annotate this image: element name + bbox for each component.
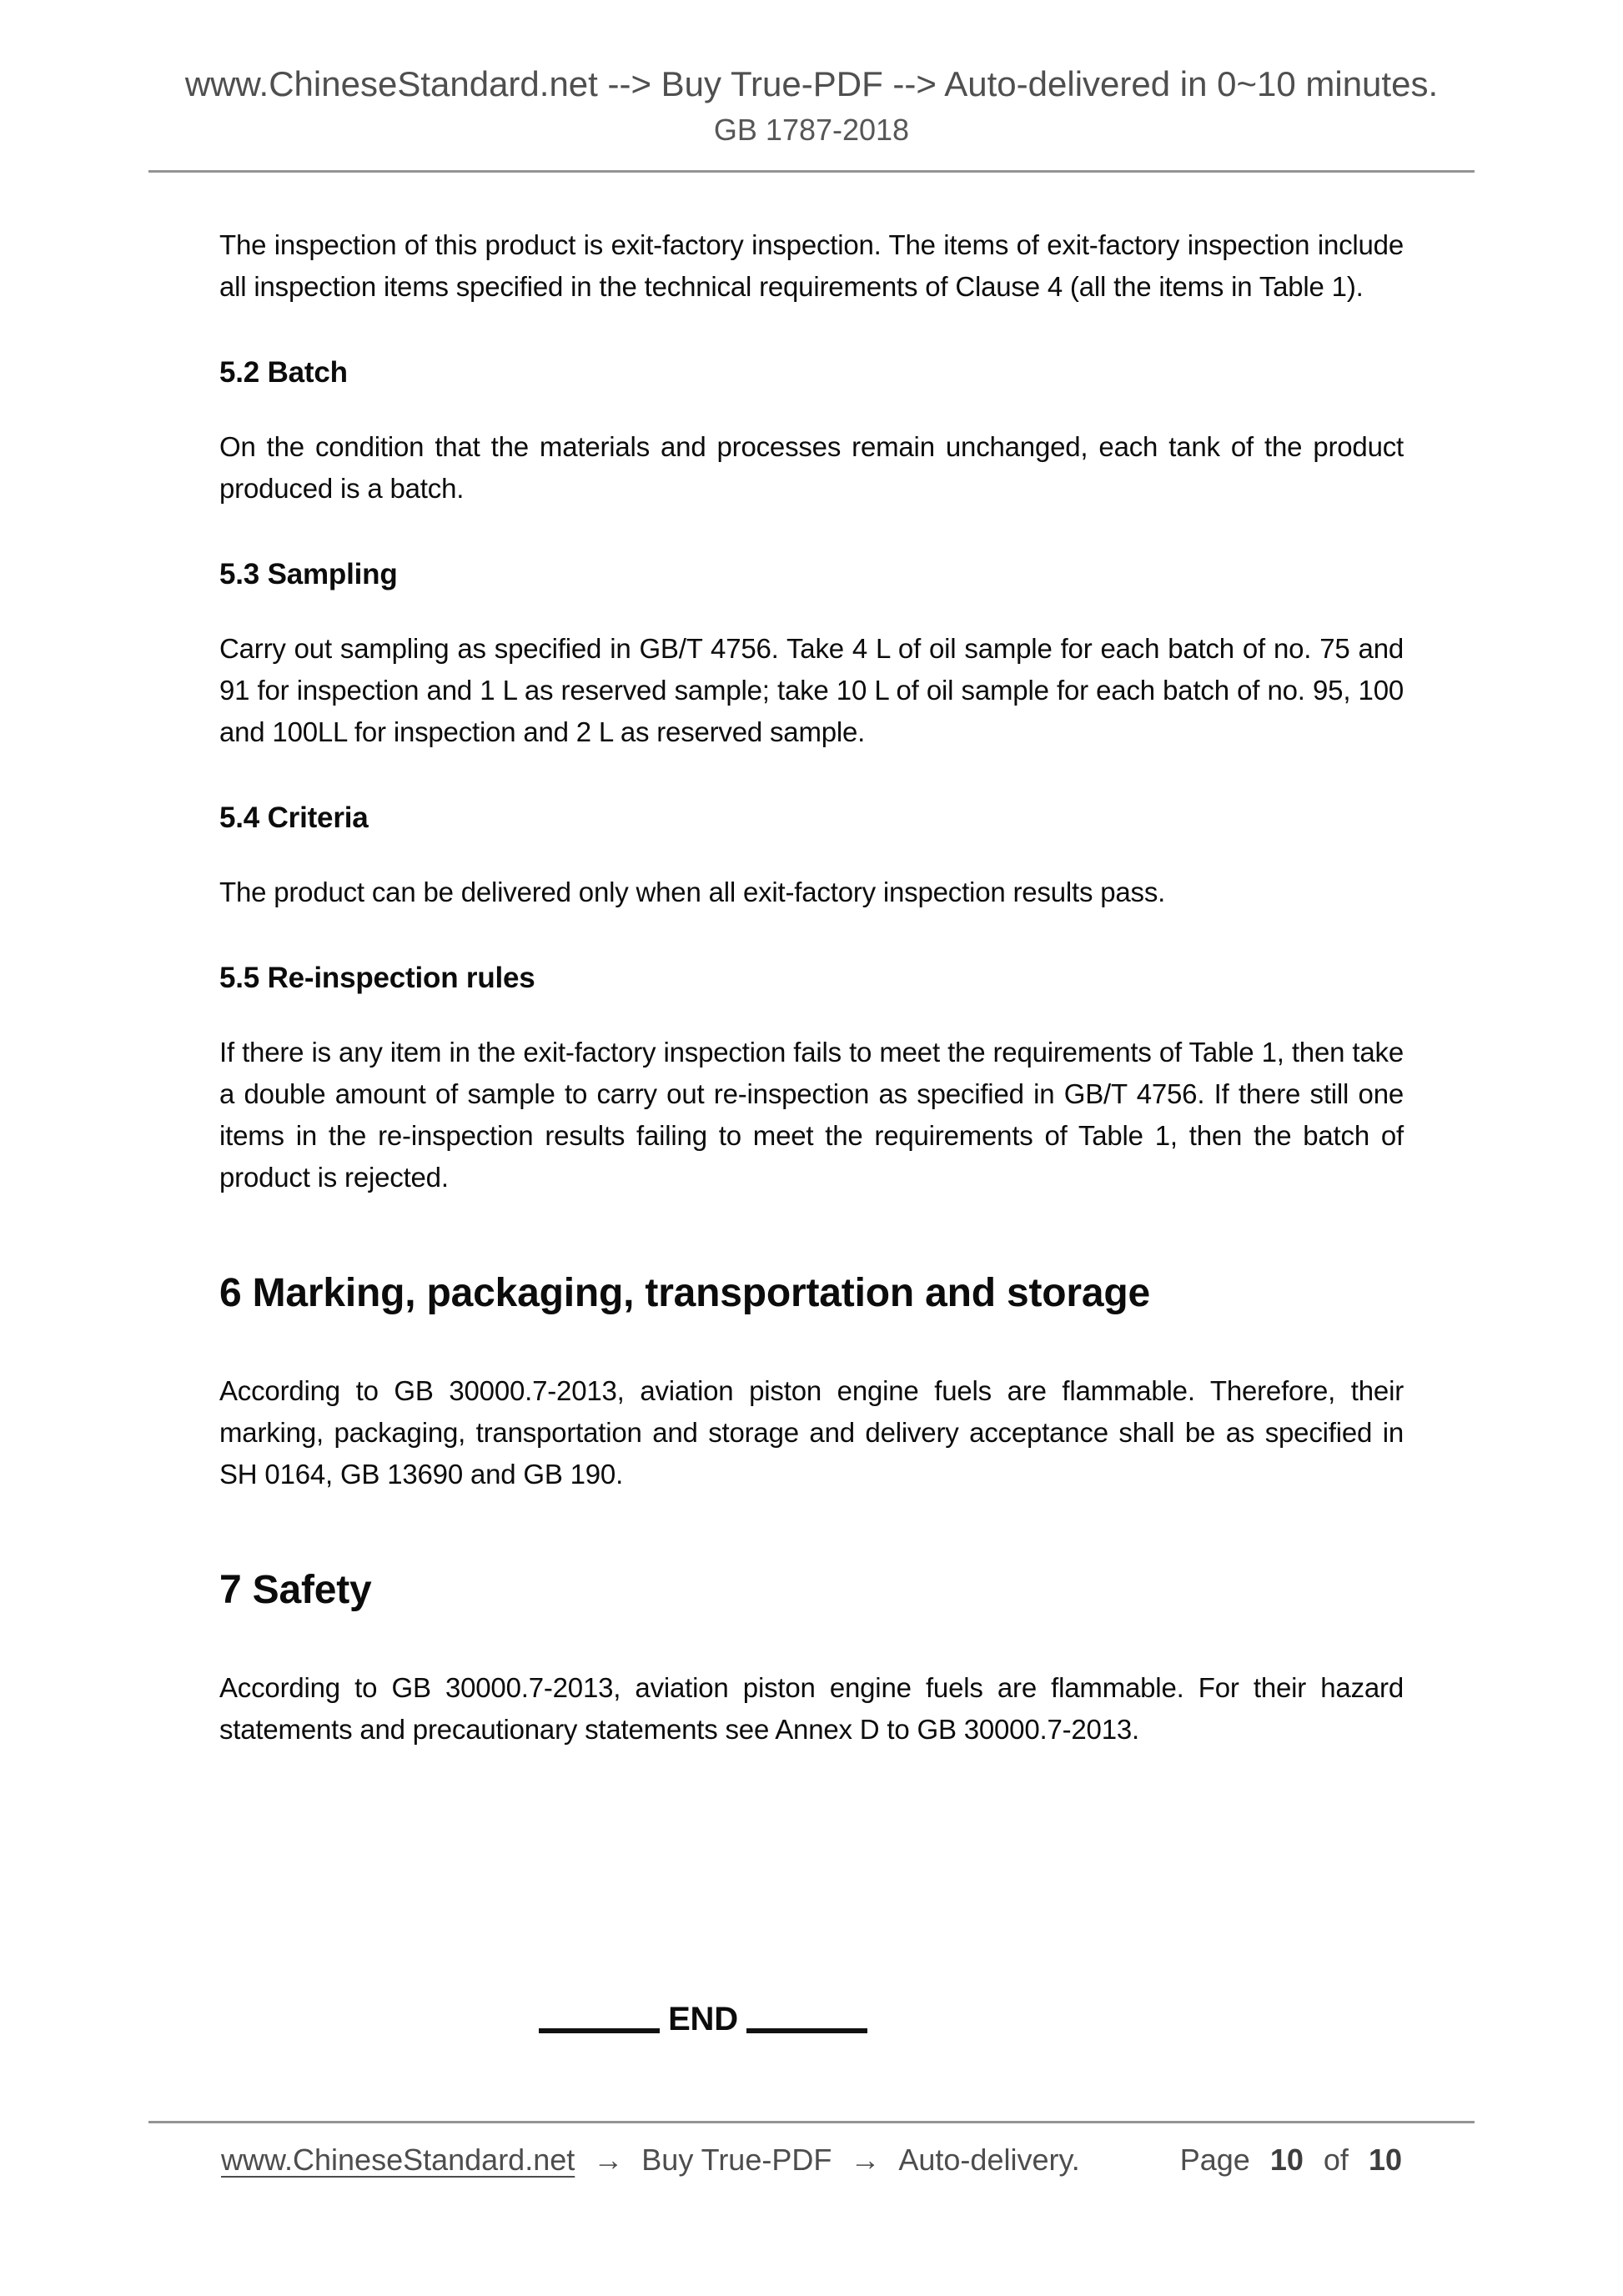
header-divider: [148, 170, 1475, 173]
header-doc-code: GB 1787-2018: [713, 113, 910, 147]
page-total: 10: [1368, 2143, 1402, 2177]
page-label: Page: [1179, 2143, 1250, 2177]
footer-site-link[interactable]: www.ChineseStandard.net: [221, 2143, 575, 2177]
right-arrow-icon: →: [850, 2143, 881, 2177]
end-marker: [111, 2001, 1295, 2037]
paragraph-5-2: On the condition that the materials and processes remain unchanged, each tank of the product produced is a batch.: [219, 431, 1404, 504]
page-footer: [0, 2121, 1623, 2178]
heading-6-marking-packaging: 6 Marking, packaging, transportation and storage: [219, 1271, 1150, 1315]
paragraph-7: According to GB 30000.7-2013, aviation piston engine fuels are flammable. For their hazard statements and precautionary statements see Annex D to GB 30000.7-2013.: [219, 1672, 1404, 1745]
footer-delivery-label: Auto-delivery.: [898, 2143, 1080, 2177]
heading-5-2-batch: 5.2 Batch: [219, 356, 348, 389]
paragraph-6: According to GB 30000.7-2013, aviation piston engine fuels are flammable. Therefore, their marking, packaging, transportation and storage and delivery acceptance shall be as specified in SH 0164, GB 13690 and GB 190.: [219, 1375, 1404, 1490]
heading-5-4-criteria: 5.4 Criteria: [219, 801, 369, 834]
footer-divider: [148, 2121, 1475, 2123]
header-tagline: www.ChineseStandard.net --> Buy True-PDF --> Auto-delivered in 0~10 minutes.: [184, 64, 1439, 103]
page-indicator: [1180, 2142, 1402, 2178]
paragraph-5-3: Carry out sampling as specified in GB/T 4756. Take 4 L of oil sample for each batch of no. 75 and 91 for inspection and 1 L as reserved sample; take 10 L of oil sample for each batch of no. 95, 100 and 100LL for inspection and 2 L as reserved sample.: [219, 633, 1404, 747]
end-line-right: [746, 2028, 867, 2033]
end-line-left: [539, 2028, 660, 2033]
document-body: [0, 224, 1623, 2037]
paragraph-5-4: The product can be delivered only when all exit-factory inspection results pass.: [219, 877, 1166, 907]
page-of-label: of: [1323, 2143, 1349, 2177]
heading-5-3-sampling: 5.3 Sampling: [219, 558, 398, 590]
right-arrow-icon: →: [593, 2143, 624, 2177]
paragraph-5-5: If there is any item in the exit-factory inspection fails to meet the requirements of Table 1, then take a double amount of sample to carry out re-inspection as specified in GB/T 4756. If there still one items in the re-inspection results failing to meet the requirements of Table 1, then the batch of product is rejected.: [219, 1037, 1404, 1193]
paragraph-intro: The inspection of this product is exit-factory inspection. The items of exit-factory inspection include all inspection items specified in the technical requirements of Clause 4 (all the items in Table 1).: [219, 229, 1404, 302]
heading-5-5-reinspection-rules: 5.5 Re-inspection rules: [219, 962, 535, 994]
heading-7-safety: 7 Safety: [219, 1568, 372, 1612]
footer-buy-label: Buy True-PDF: [641, 2143, 832, 2177]
end-label: END: [668, 2001, 738, 2037]
footer-branding: [221, 2142, 1080, 2178]
page-current: 10: [1269, 2143, 1304, 2177]
